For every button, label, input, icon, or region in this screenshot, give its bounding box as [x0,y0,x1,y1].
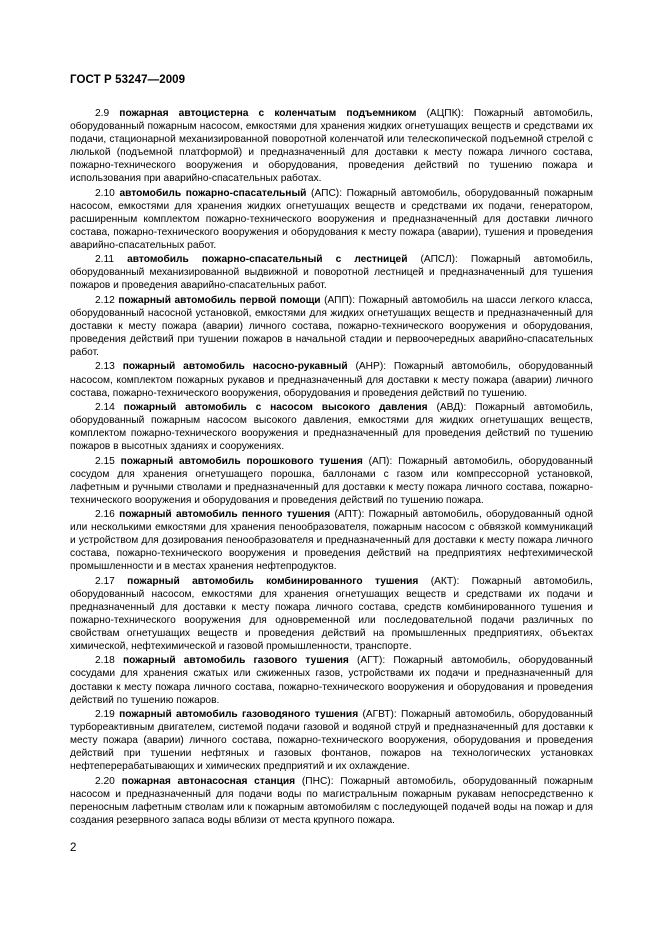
term-abbreviation: (АПТ) [334,509,362,521]
term-entry [70,253,593,292]
term-entry [70,294,593,359]
term-abbreviation: (ПНС) [301,775,331,787]
term-title: пожарный автомобиль газового тушения [122,655,349,667]
term-title: пожарная автонасосная станция [121,775,296,787]
term-abbreviation: (АГТ) [357,655,383,667]
term-title: пожарный автомобиль насосно-рукавный [122,361,348,373]
term-definition: : Пожарный автомобиль на шасси легкого класса, оборудованный насосной установкой, емкостями для жидких огнетушащих веществ и предназначенный для доставки к месту пожара (аварии) личного состава, пожарно-технического вооружения и оборудования, проведения действий при тушении пожаров в начальной стадии и первоочередных аварийно-спасательных работ. [70,294,593,359]
term-entry [70,508,593,573]
term-definition: : Пожарный автомобиль, оборудованный пожарным насосом и предназначенный для подачи воды по магистральным пожарным рукавам непосредственно к переносным лафетным стволам или к пожарным автомобилям с последующей подачей воды на пожар и для создания резервного запаса воды вблизи от места крупного пожара. [70,775,593,826]
term-entry [70,107,593,185]
terms-list [70,107,593,828]
term-definition: : Пожарный автомобиль, оборудованный пожарным насосом, емкостями для хранения жидких огнетушащих веществ и средствами их подачи, генератором, расширенным комплектом пожарно-технического вооружения и предназначенный для доставки личного состава, пожарно-технического вооружения и оборудования к месту пожара (аварии), тушения и проведения аварийно-спасательных работ. [70,187,593,251]
term-entry [70,708,593,773]
term-number: 2.13 [95,361,115,373]
term-definition: : Пожарный автомобиль, оборудованный одной или несколькими емкостями для хранения пенообразователя, пожарным насосом с обвязкой коммуникаций и устройством для дозирования пенообразователя и предназначенный для доставки к месту пожара личного состава, пожарно-технического вооружения и проведения действий на предприятиях нефтехимической промышленности и в местах хранения нефтепродуктов. [70,509,594,573]
term-entry [70,187,593,252]
term-number: 2.18 [95,655,115,667]
term-title: пожарный автомобиль первой помощи [118,294,321,306]
term-title: пожарный автомобиль с насосом высокого давления [123,401,428,413]
term-abbreviation: (АП) [368,455,390,467]
term-number: 2.9 [95,108,110,119]
term-abbreviation: (АПС) [311,187,340,199]
term-abbreviation: (АНР) [355,361,384,373]
page-number: 2 [70,842,77,854]
term-number: 2.17 [95,575,115,587]
term-number: 2.12 [95,294,115,306]
document-header: ГОСТ Р 53247—2009 [70,74,186,86]
term-number: 2.14 [95,401,115,413]
term-definition: : Пожарный автомобиль, оборудованный сосудом для хранения огнетушащего порошка, баллонами с газом или компрессорной установкой, лафетным и ручными стволами и предназначенный для доставки к месту пожара личного состава, пожарно-технического вооружения и оборудования и проведения действий по тушению пожара. [70,455,593,506]
term-definition: : Пожарный автомобиль, оборудованный механизированной выдвижной и поворотной лестницей и предназначенный для тушения пожаров и проведения аварийно-спасательных работ. [70,254,593,292]
term-number: 2.15 [95,455,115,467]
term-definition: : Пожарный автомобиль, оборудованный сосудами для хранения сжатых или сжиженных газов, устройствами их подачи и предназначенный для доставки к месту пожара личного состава, пожарно-технического вооружения и оборудования и проведения действий по тушению пожаров. [70,655,593,706]
term-entry [70,575,593,653]
term-number: 2.20 [95,775,115,787]
term-title: пожарный автомобиль газоводяного тушения [119,709,359,721]
term-entry [70,360,593,399]
term-definition: : Пожарный автомобиль, оборудованный пожарным насосом, емкостями для хранения жидких огнетушащих веществ и средствами их подачи, стационарной механизированной поворотной коленчатой или телескопической подъемной стрелой с люлькой (подъемной платформой) и предназначенный для доставки к месту пожара личного состава, пожарно-технического вооружения и оборудования, проведения действий по тушению пожара и использования при аварийно-спасательных работах. [70,108,593,185]
term-number: 2.16 [95,509,115,521]
term-abbreviation: (АПСЛ) [420,254,456,266]
term-number: 2.19 [95,709,115,721]
term-title: пожарный автомобиль пенного тушения [119,509,331,521]
term-abbreviation: (АВД) [436,401,464,413]
term-number: 2.11 [95,254,115,266]
term-abbreviation: (АКТ) [430,575,457,587]
term-definition: : Пожарный автомобиль, оборудованный пожарным насосом высокого давления, емкостями для жидких огнетушащих веществ, комплектом пожарно-технического вооружения и предназначенный для проведения действий по тушению пожаров в высотных зданиях и сооружениях. [70,401,593,453]
term-title: пожарный автомобиль порошкового тушения [120,455,363,467]
term-entry [70,401,593,453]
term-abbreviation: (АЦПК) [426,108,461,119]
term-title: автомобиль пожарно-спасательный с лестницей [127,254,408,266]
term-entry [70,775,593,827]
term-abbreviation: (АПП) [324,294,353,306]
term-title: автомобиль пожарно-спасательный [119,187,307,199]
term-title: пожарная автоцистерна с коленчатым подъемником [119,108,417,119]
term-entry [70,455,593,507]
term-definition: : Пожарный автомобиль, оборудованный насосом, комплектом пожарных рукавов и предназначенный для доставки к месту пожара (аварии) личного состава, пожарно-технического вооружения, оборудования и проведения действий по тушению. [70,361,593,399]
term-number: 2.10 [95,187,115,199]
term-abbreviation: (АГВТ) [362,709,394,721]
term-definition: : Пожарный автомобиль, оборудованный насосом, емкостями для хранения огнетушащих веществ и средствами их подачи и предназначенный для доставки к месту пожара личного состава, средств комбинированного тушения и пожарно-технического вооружения для одновременной или последовательной подачи различных по свойствам огнетушащих веществ и проведения действий на промышленных предприятиях, объектах химической, нефтехимической и газовой промышленности, транспорте. [70,575,593,652]
term-entry [70,654,593,706]
term-title: пожарный автомобиль комбинированного тушения [127,575,419,587]
term-definition: : Пожарный автомобиль, оборудованный турбореактивным двигателем, системой подачи газовой и водяной струй и предназначенный для доставки к месту пожара (аварии) личного состава, пожарно-технического вооружения, оборудования и проведения действий при тушении нефтяных и газовых фонтанов, пожаров на технологических установках нефтеперерабатывающих и химических предприятий и их охлаждение. [70,709,593,773]
